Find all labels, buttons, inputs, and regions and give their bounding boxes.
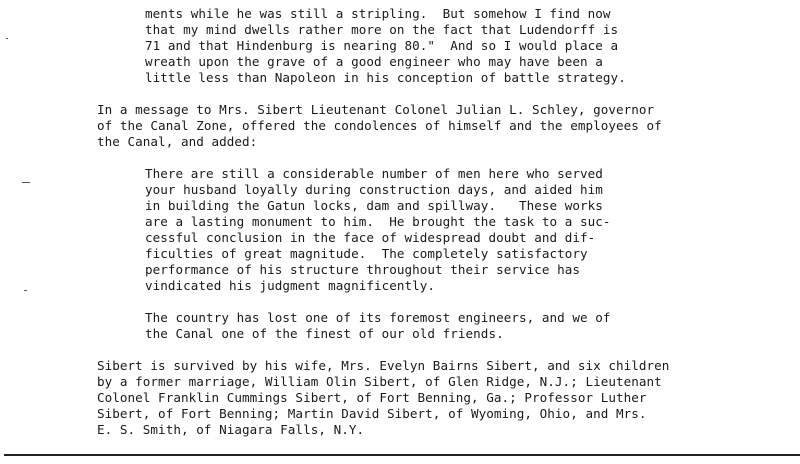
text-line: ficulties of great magnitude. The completely satisfactory	[145, 246, 588, 261]
text-line: In a message to Mrs. Sibert Lieutenant Colonel Julian L. Schley, governor	[97, 102, 655, 117]
text-line: E. S. Smith, of Niagara Falls, N.Y.	[97, 422, 365, 437]
text-line: the Canal one of the finest of our old friends.	[145, 326, 504, 341]
text-line: little less than Napoleon in his conception of battle strategy.	[145, 70, 626, 85]
bottom-rule	[4, 454, 800, 456]
text-line: ments while he was still a stripling. But somehow I find now	[145, 6, 611, 21]
text-line: Sibert, of Fort Benning; Martin David Sibert, of Wyoming, Ohio, and Mrs.	[97, 406, 647, 421]
text-line: wreath upon the grave of a good engineer who may have been a	[145, 54, 603, 69]
scan-mark	[24, 290, 27, 291]
text-line: are a lasting monument to him. He brought the task to a suc-	[145, 214, 611, 229]
text-line: that my mind dwells rather more on the fact that Ludendorff is	[145, 22, 619, 37]
text-line: There are still a considerable number of men here who served	[145, 166, 603, 181]
text-line: of the Canal Zone, offered the condolences of himself and the employees of	[97, 118, 662, 133]
text-line: vindicated his judgment magnificently.	[145, 278, 436, 293]
text-line: The country has lost one of its foremost engineers, and we of	[145, 310, 611, 325]
text-line: cessful conclusion in the face of widespread doubt and dif-	[145, 230, 596, 245]
text-line: by a former marriage, William Olin Sibert, of Glen Ridge, N.J.; Lieutenant	[97, 374, 662, 389]
text-line: in building the Gatun locks, dam and spillway. These works	[145, 198, 603, 213]
scan-mark	[22, 182, 30, 183]
text-line: your husband loyally during construction days, and aided him	[145, 182, 603, 197]
text-line: 71 and that Hindenburg is nearing 80." And so I would place a	[145, 38, 619, 53]
text-line: the Canal, and added:	[97, 134, 258, 149]
scan-mark	[6, 38, 8, 39]
text-line: Colonel Franklin Cummings Sibert, of Fort Benning, Ga.; Professor Luther	[97, 390, 647, 405]
text-line: Sibert is survived by his wife, Mrs. Evelyn Bairns Sibert, and six children	[97, 358, 670, 373]
text-line: performance of his structure throughout their service has	[145, 262, 581, 277]
